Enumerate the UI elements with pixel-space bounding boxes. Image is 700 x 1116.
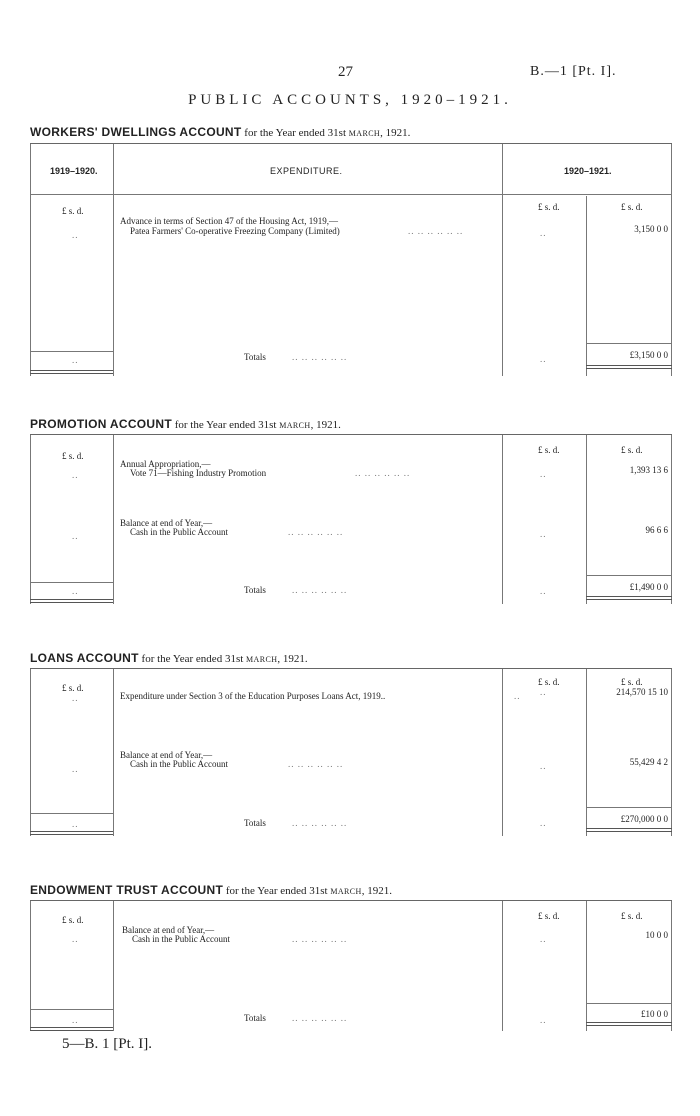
endowment-lsd-mid: £ s. d. [538,911,560,921]
workers-line2: Patea Farmers' Co-operative Freezing Company (Limited) [130,226,340,236]
workers-prev-dash: .. [72,230,79,240]
workers-dwellings-table [30,143,672,376]
endowment-title [30,883,392,897]
loans-amount2: 55,429 4 2 [629,757,668,767]
promotion-line1: Annual Appropriation,— [120,459,211,469]
promotion-prev-dash1: .. [72,470,79,480]
workers-title-year: , 1921. [380,127,411,139]
workers-title-suffix: for the Year ended 31st [244,127,347,139]
endowment-title-text: ENDOWMENT TRUST ACCOUNT [30,883,224,897]
loans-title [30,651,308,665]
loans-title-text: LOANS ACCOUNT [30,651,139,665]
promotion-lsd-curr: £ s. d. [621,445,643,455]
endowment-mid-total-dash: .. [540,1015,547,1025]
loans-line3: Balance at end of Year,— [120,750,213,760]
loans-title-month: MARCH [246,655,278,664]
endowment-mid-dash: .. [540,934,547,944]
promotion-lsd-mid: £ s. d. [538,445,560,455]
loans-leader1: .. .. .. .. .. .. [288,759,344,769]
loans-mid-total-dash: .. [540,818,547,828]
workers-line1: Advance in terms of Section 47 of the Housing Act, 1919,— [120,216,338,226]
promotion-title [30,417,341,431]
loans-after-dash: .. [514,691,521,701]
endowment-table [30,900,672,1031]
workers-total: £3,150 0 0 [629,350,668,360]
endowment-leader2: .. .. .. .. .. .. [292,1013,348,1023]
promotion-title-suffix: for the Year ended 31st [174,419,277,431]
loans-prev-dash2: .. [72,764,79,774]
promotion-title-month: MARCH [279,421,311,430]
endowment-total: £10 0 0 [641,1009,668,1019]
workers-lsd-prev: £ s. d. [62,206,84,216]
loans-mid-dash1: .. [540,687,547,697]
workers-amount: 3,150 0 0 [634,224,668,234]
endowment-title-month: MARCH [330,887,362,896]
promotion-mid-dash1: .. [540,469,547,479]
loans-prev-total-dash: .. [72,819,79,829]
endowment-lsd-curr: £ s. d. [621,911,643,921]
promotion-amount1: 1,393 13 6 [629,465,668,475]
workers-prev-total-dash: .. [72,355,79,365]
workers-head-expenditure: EXPENDITURE. [270,166,343,176]
loans-amount1: 214,570 15 10 [616,687,668,697]
loans-totals-label: Totals [244,818,266,828]
workers-lsd-mid: £ s. d. [538,202,560,212]
endowment-leader1: .. .. .. .. .. .. [292,934,348,944]
workers-leader2: .. .. .. .. .. .. [292,352,348,362]
workers-head-curr: 1920–1921. [564,166,612,176]
endowment-lsd-prev: £ s. d. [62,915,84,925]
workers-mid-total-dash: .. [540,354,547,364]
endowment-totals-label: Totals [244,1013,266,1023]
page-reference: B.—1 [Pt. I]. [530,64,617,79]
promotion-total: £1,490 0 0 [629,582,668,592]
promotion-amount2: 96 6 6 [645,525,668,535]
workers-lsd-curr: £ s. d. [621,202,643,212]
workers-dwellings-title [30,125,410,139]
endowment-line2: Cash in the Public Account [132,934,230,944]
page-title: PUBLIC ACCOUNTS, 1920–1921. [188,92,512,108]
loans-title-suffix: for the Year ended 31st [141,653,244,665]
loans-prev-dash1: .. [72,693,79,703]
loans-lsd-mid: £ s. d. [538,677,560,687]
endowment-title-suffix: for the Year ended 31st [225,885,328,897]
promotion-prev-dash2: .. [72,531,79,541]
page-footer: 5—B. 1 [Pt. I]. [62,1036,152,1052]
promotion-line2: Vote 71—Fishing Industry Promotion [130,468,267,478]
endowment-line1: Balance at end of Year,— [122,925,215,935]
workers-title-text: WORKERS' DWELLINGS ACCOUNT [30,125,242,139]
promotion-totals-label: Totals [244,585,266,595]
workers-head-prev: 1919–1920. [50,166,98,176]
loans-total: £270,000 0 0 [620,814,668,824]
endowment-prev-total-dash: .. [72,1015,79,1025]
loans-lsd-prev: £ s. d. [62,683,84,693]
loans-line4: Cash in the Public Account [130,759,228,769]
workers-totals-label: Totals [244,352,266,362]
loans-lsd-curr: £ s. d. [621,677,643,687]
endowment-amount: 10 0 0 [645,930,668,940]
promotion-leader2: .. .. .. .. .. .. [288,527,344,537]
page-number: 27 [338,64,353,80]
promotion-table [30,434,672,604]
promotion-title-year: , 1921. [310,419,341,431]
promotion-line3: Balance at end of Year,— [120,518,213,528]
promotion-title-text: PROMOTION ACCOUNT [30,417,172,431]
promotion-leader3: .. .. .. .. .. .. [292,585,348,595]
loans-mid-dash2: .. [540,761,547,771]
promotion-prev-total-dash: .. [72,586,79,596]
promotion-mid-dash2: .. [540,529,547,539]
endowment-title-year: , 1921. [361,885,392,897]
workers-mid-dash: .. [540,228,547,238]
promotion-mid-total-dash: .. [540,586,547,596]
loans-table [30,668,672,836]
promotion-lsd-prev: £ s. d. [62,451,84,461]
workers-title-month: MARCH [348,129,381,138]
endowment-prev-dash: .. [72,934,79,944]
promotion-line4: Cash in the Public Account [130,527,228,537]
loans-line1: Expenditure under Section 3 of the Education Purposes Loans Act, 1919.. [120,691,386,701]
workers-leader1: .. .. .. .. .. .. [408,226,464,236]
promotion-leader1: .. .. .. .. .. .. [355,468,411,478]
loans-title-year: , 1921. [277,653,308,665]
loans-leader2: .. .. .. .. .. .. [292,818,348,828]
